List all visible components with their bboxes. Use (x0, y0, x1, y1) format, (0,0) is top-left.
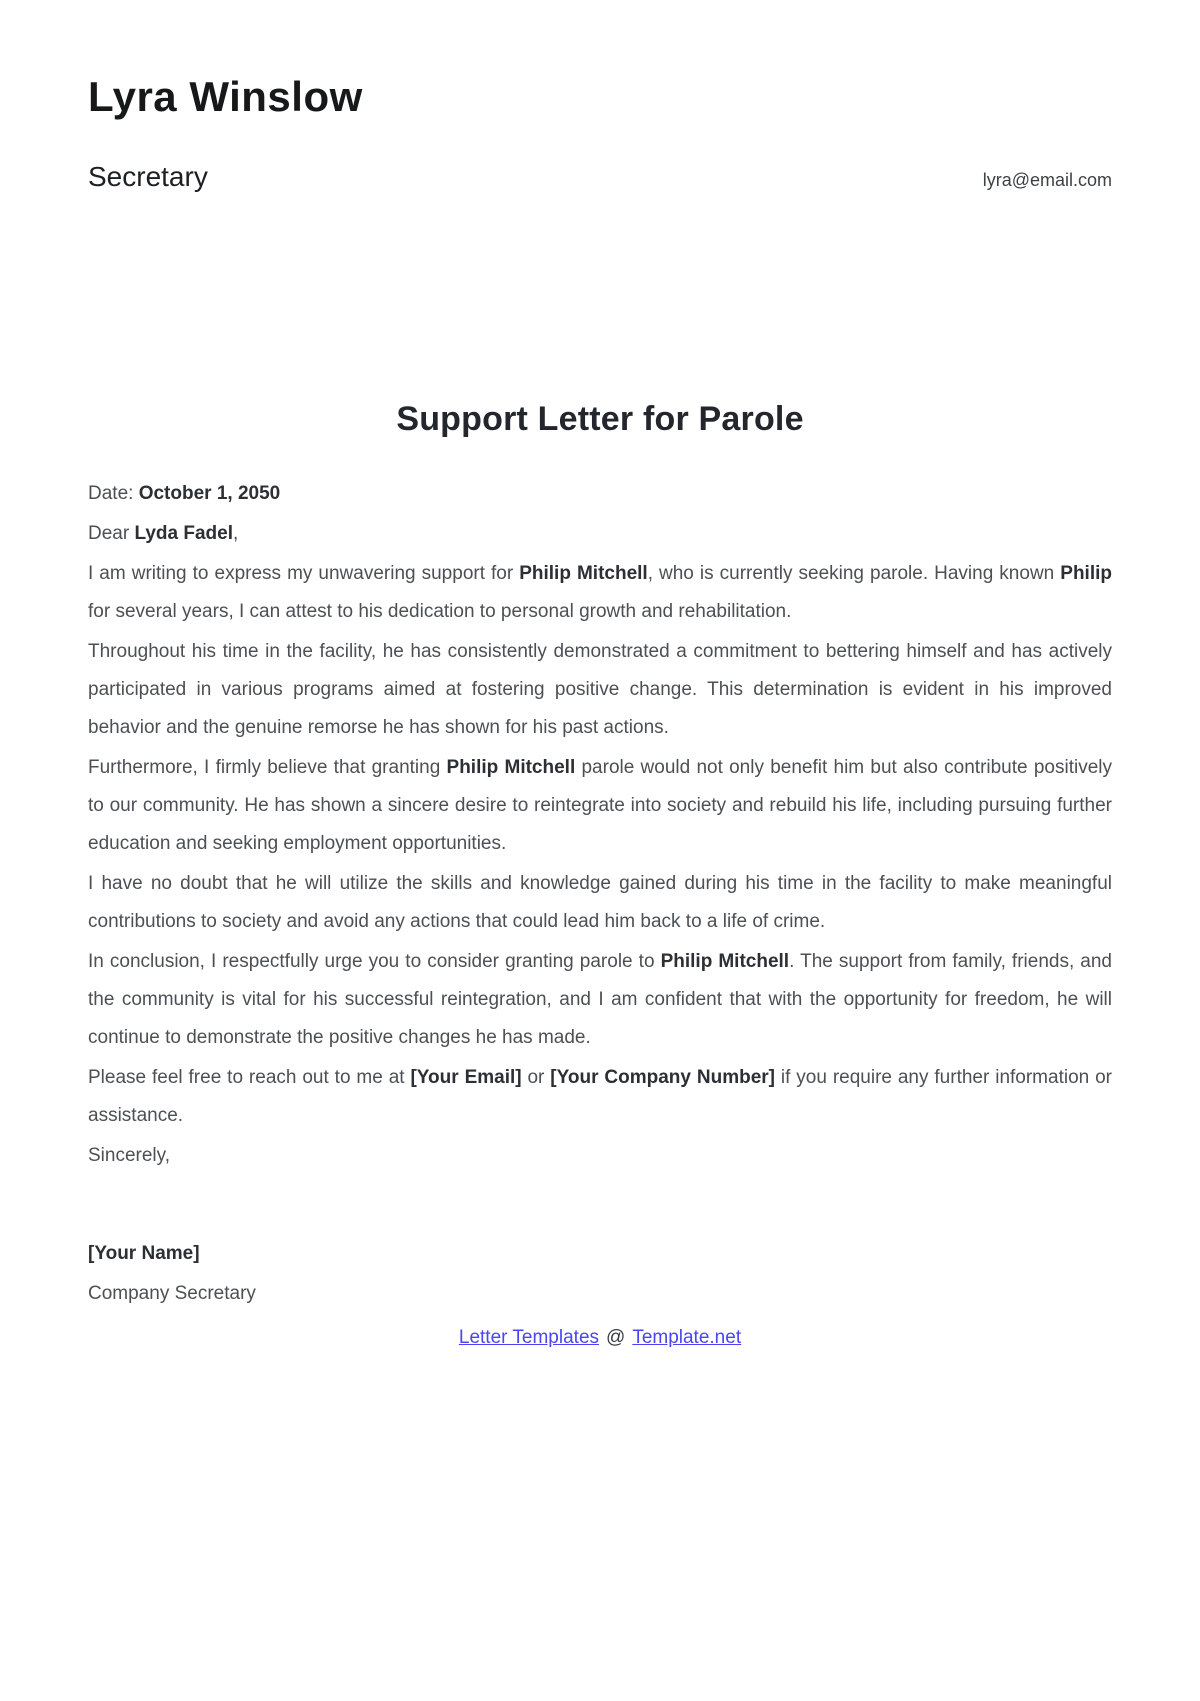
sender-name: Lyra Winslow (88, 73, 363, 120)
paragraph-3: Furthermore, I firmly believe that granting Philip Mitchell parole would not only benefit him but also contribute positively to our community. He has shown a sincere desire to reintegrate into society and rebuild his life, including pursuing further education and seeking employment opportunities. (88, 756, 1112, 854)
template-net-link[interactable]: Template.net (632, 1326, 742, 1348)
salutation: Dear Lyda Fadel, (88, 522, 239, 544)
letter-templates-link[interactable]: Letter Templates (458, 1326, 600, 1348)
paragraph-2: Throughout his time in the facility, he has consistently demonstrated a commitment to bettering himself and has actively participated in various programs aimed at fostering positive change. This determination is evident in his improved behavior and the genuine remorse he has shown for his past actions. (88, 640, 1112, 738)
signature-name: [Your Name] (88, 1242, 200, 1264)
paragraph-1: I am writing to express my unwavering support for Philip Mitchell, who is currently seeking parole. Having known Philip for several years, I can attest to his dedication to personal growth and rehabilitation. (88, 562, 1112, 622)
footer-attribution (88, 1319, 1112, 1357)
paragraph-6: Please feel free to reach out to me at [Your Email] or [Your Company Number] if you require any further information or assistance. (88, 1066, 1113, 1126)
closing: Sincerely, (88, 1144, 171, 1166)
sender-role: Secretary (88, 161, 208, 193)
date-line: Date: October 1, 2050 (88, 482, 281, 504)
letterhead (88, 74, 1112, 193)
sender-email: lyra@email.com (982, 170, 1112, 191)
paragraph-5: In conclusion, I respectfully urge you to consider granting parole to Philip Mitchell. The support from family, friends, and the community is vital for his successful reintegration, and I am confident that with the opportunity for freedom, he will continue to demonstrate the positive changes he has made. (88, 950, 1112, 1048)
letter-body (88, 399, 1112, 1313)
signature-role: Company Secretary (88, 1282, 256, 1304)
letter-title: Support Letter for Parole (396, 399, 804, 438)
footer-separator: @ (606, 1326, 626, 1348)
letterhead-sub-row (88, 162, 1112, 193)
paragraph-4: I have no doubt that he will utilize the skills and knowledge gained during his time in the facility to make meaningful contributions to society and avoid any actions that could lead him back to a life of crime. (88, 872, 1112, 932)
